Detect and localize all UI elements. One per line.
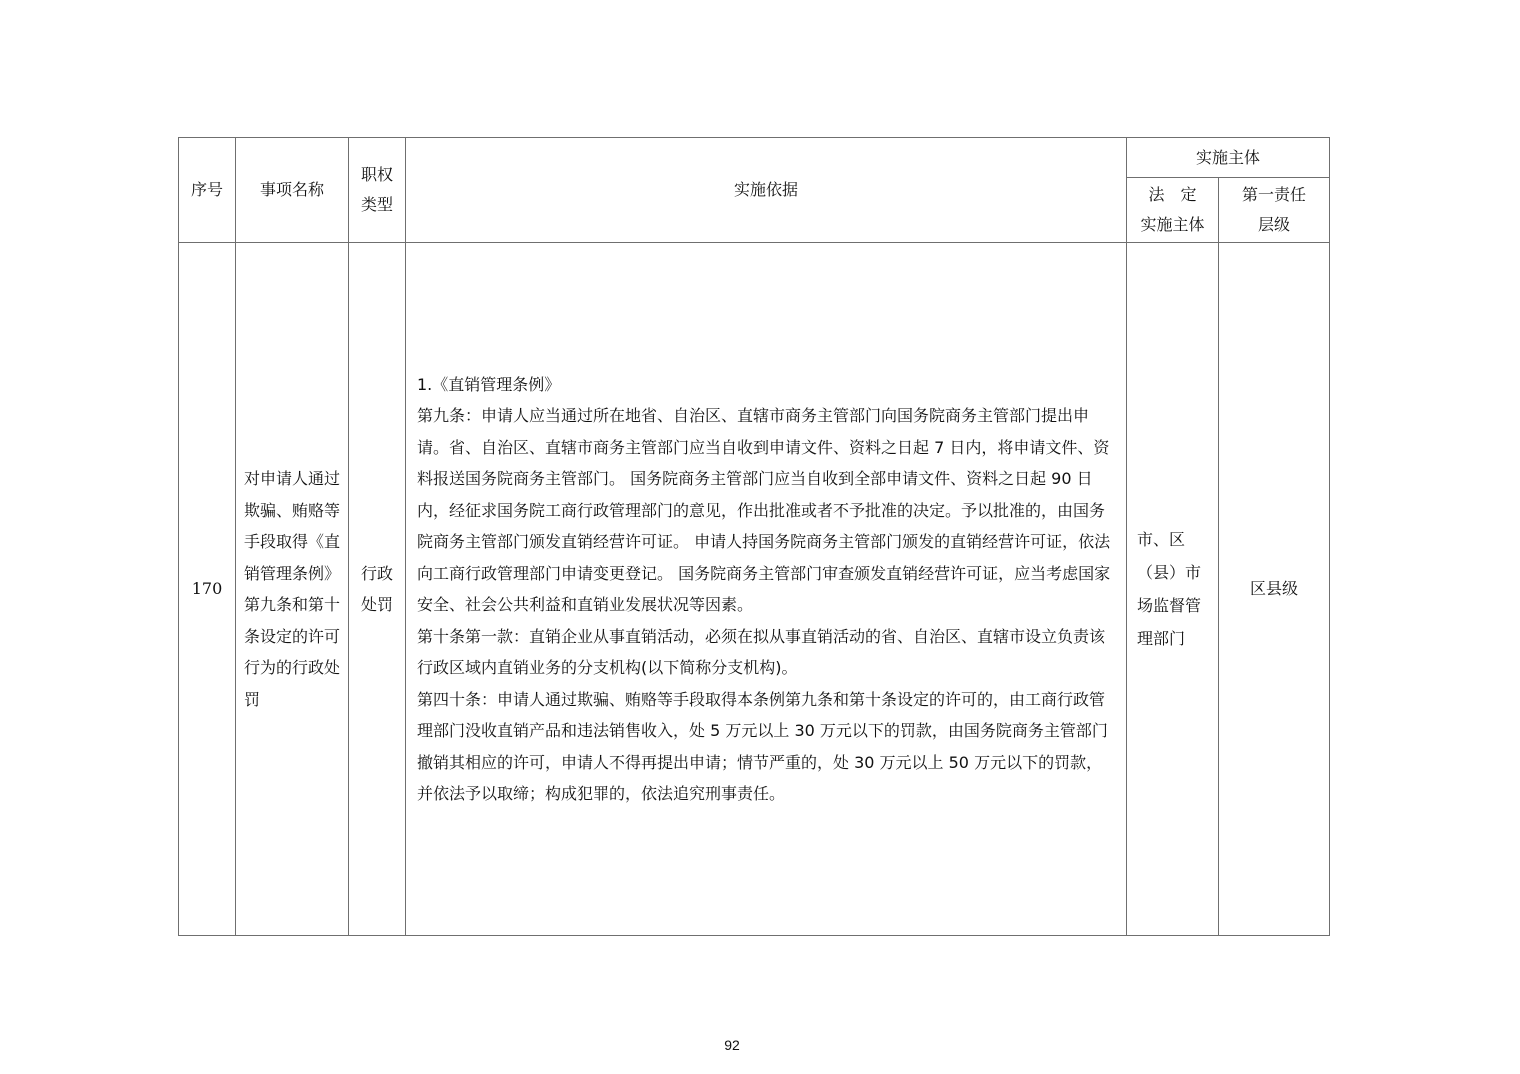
- header-basis: 实施依据: [406, 138, 1127, 243]
- basis-line-4: 第四十条：申请人通过欺骗、贿赂等手段取得本条例第九条和第十条设定的许可的，由工商行政管理部门没收直销产品和违法销售收入，处 5 万元以上 30 万元以下的罚款，由国务院商务主管部门撤销其相应的许可，申请人不得再提出申请；情节严重的，处 30 万元以上 50 万元以下的罚款，并依法予以取缔；构成犯罪的，依法追究刑事责任。: [417, 689, 1108, 803]
- admin-power-table: [178, 137, 1330, 936]
- row-basis: [406, 243, 1127, 936]
- row-first-level: 区县级: [1219, 243, 1330, 936]
- header-first-level: [1219, 178, 1330, 243]
- basis-line-1: 1.《直销管理条例》: [417, 374, 561, 394]
- page-number: 92: [724, 1037, 740, 1053]
- row-power-type-line2: 处罚: [360, 595, 393, 614]
- row-item-name: 对申请人通过欺骗、贿赂等手段取得《直销管理条例》第九条和第十条设定的许可行为的行政处罚: [236, 243, 349, 936]
- header-first-level-line1: 第一责任: [1241, 185, 1306, 204]
- table-row: [179, 243, 1330, 936]
- header-serial: 序号: [179, 138, 236, 243]
- header-legal-subject-line2: 实施主体: [1140, 215, 1205, 234]
- header-power-type-line1: 职权: [360, 165, 393, 184]
- header-first-level-line2: 层级: [1257, 215, 1290, 234]
- header-item-name: 事项名称: [236, 138, 349, 243]
- header-power-type: [349, 138, 406, 243]
- row-serial: 170: [179, 243, 236, 936]
- row-power-type: [349, 243, 406, 936]
- header-power-type-line2: 类型: [360, 195, 393, 214]
- header-subject: 实施主体: [1127, 138, 1330, 178]
- header-legal-subject-line1: 法 定: [1148, 185, 1197, 204]
- basis-line-2: 第九条：申请人应当通过所在地省、自治区、直辖市商务主管部门向国务院商务主管部门提出申请。省、自治区、直辖市商务主管部门应当自收到申请文件、资料之日起 7 日内，将申请文件、资料报送国务院商务主管部门。 国务院商务主管部门应当自收到全部申请文件、资料之日起 90 日内，经征求国务院工商行政管理部门的意见，作出批准或者不予批准的决定。予以批准的，由国务院商务主管部门颁发直销经营许可证。 申请人持国务院商务主管部门颁发的直销经营许可证，依法向工商行政管理部门申请变更登记。 国务院商务主管部门审查颁发直销经营许可证，应当考虑国家安全、社会公共利益和直销业发展状况等因素。: [417, 406, 1111, 614]
- row-power-type-line1: 行政: [360, 564, 393, 583]
- header-legal-subject: [1127, 178, 1219, 243]
- basis-line-3: 第十条第一款：直销企业从事直销活动，必须在拟从事直销活动的省、自治区、直辖市设立负责该行政区域内直销业务的分支机构(以下简称分支机构)。: [417, 626, 1106, 677]
- row-legal-subject: 市、区（县）市场监督管理部门: [1127, 243, 1219, 936]
